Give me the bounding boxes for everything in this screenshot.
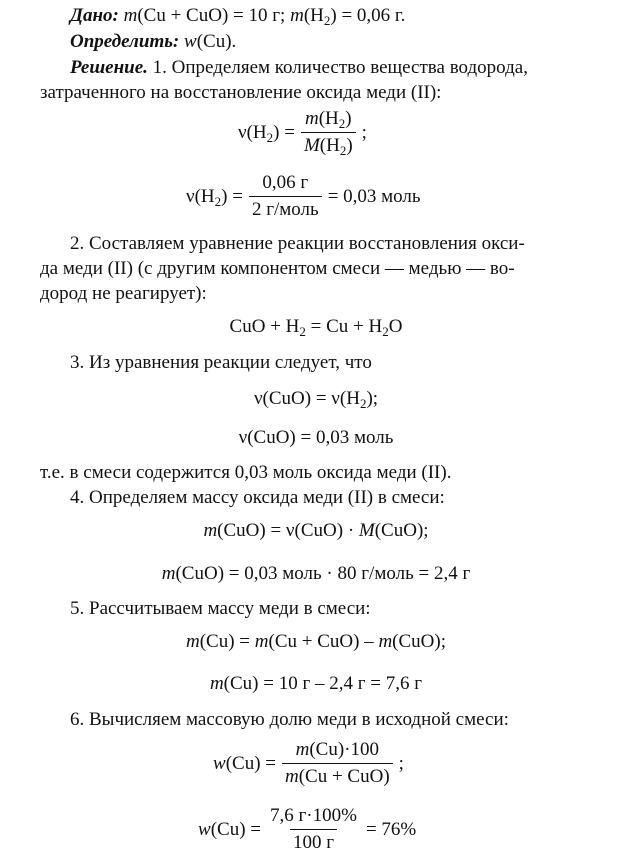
solution-step6: 6. Вычисляем массовую долю меди в исходной смеси: [70,709,509,730]
given-line: Дано: m(Cu + CuO) = 10 г; $m(H_2) = 0,06$ г. [70,5,406,28]
equation-moles-equal: $\nu(CuO) = \nu(H_2)$; [253,388,379,411]
equation-moles-h2-formula: $\nu(H_2)$ = $\frac{m(H_2)}{M(H_2)}$ ; [238,108,367,158]
find-line: Определить: w(Cu). [70,31,237,52]
solution-step2-line1: 2. Составляем уравнение реакции восстановления окси- [70,233,525,254]
equation-mass-cu-value: m(Cu) = 10 г – 2,4 г = 7,6 г [209,673,423,694]
solution-step4: 4. Определяем массу оксида меди (II) в смеси: [70,487,445,508]
fraction: $\frac{m(Cu)\cdot 100}{\text{m(Cu + CuO)}}$ [282,739,393,788]
fraction: $\frac{7,6 г\cdot 100\%}{100 г}$ [269,805,357,853]
equation-mass-fraction-value: w(Cu) = $\frac{7,6 г\cdot 100\%}{100 г}$ = 76% [198,805,417,853]
equation-mass-cuo-formula: m(CuO) = ν(CuO) · M(CuO); [203,520,429,541]
solution-step1-line1: Решение. 1. Определяем количество вещества водорода, [70,57,528,78]
equation-mass-fraction-formula: w(Cu) = $\frac{m(Cu)\cdot 100}{\text{m(Cu + CuO)}}$ ; [213,739,404,787]
find-label: Определить: [70,31,180,52]
solution-step5: 5. Рассчитываем массу меди в смеси: [70,598,371,619]
given-label: Дано: [70,5,119,26]
equation-moles-h2-value: $\nu(H_2)$ = $\frac{0,06 г}{\text{2 г/моль}}$ = 0,03 моль [186,172,421,220]
fraction: $\frac{0,06 г}{\text{2 г/моль}}$ [249,172,322,221]
solution-step3-note: т.е. в смеси содержится 0,03 моль оксида меди (II). [40,462,452,483]
reaction-equation: CuO + $H_2 = Cu + H_2O$ [229,316,403,339]
equation-mass-cuo-value: m(CuO) = 0,03 моль · 80 г/моль = 2,4 г [161,563,471,584]
solution-step2-line2: да меди (II) (с другим компонентом смеси — медью — во- [40,258,515,279]
solution-step3: 3. Из уравнения реакции следует, что [70,352,372,373]
solution-label: Решение. [70,57,148,78]
equation-mass-cu-formula: m(Cu) = m(Cu + CuO) – m(CuO); [185,631,446,652]
fraction: $\frac{m(H_2)}{M(H_2)}$ [301,108,356,157]
solution-step2-line3: дород не реагирует): [40,283,207,304]
solution-step1-line2: затраченного на восстановление оксида меди (II): [40,82,442,103]
equation-moles-cuo: ν(CuO) = 0,03 моль [238,427,394,448]
